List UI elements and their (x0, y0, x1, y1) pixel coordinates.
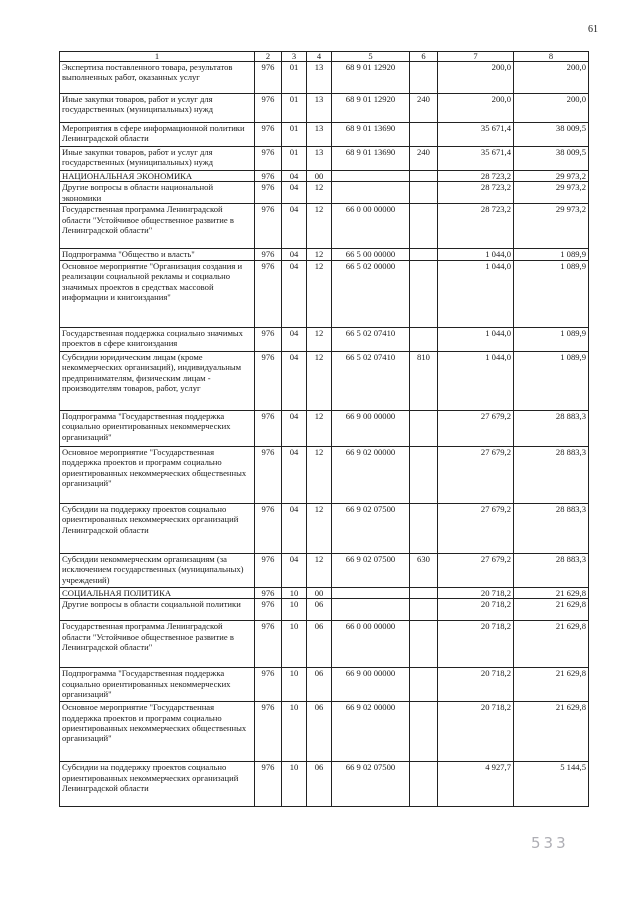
cell-sum-2: 1 089,9 (514, 327, 589, 351)
cell-name: Государственная программа Ленинградской области "Устойчивое общественное развитие в Ленинградской области" (60, 621, 255, 668)
cell-sum-2: 21 629,8 (514, 702, 589, 762)
table-row (60, 171, 589, 182)
cell-pr: 12 (307, 351, 332, 410)
cell-name: Иные закупки товаров, работ и услуг для государственных (муниципальных) нужд (60, 94, 255, 123)
cell-sum-2: 38 009,5 (514, 147, 589, 171)
cell-name: Другие вопросы в области национальной экономики (60, 182, 255, 204)
cell-sum-2: 21 629,8 (514, 587, 589, 598)
table-row (60, 182, 589, 204)
cell-vr (410, 410, 438, 446)
cell-pr: 00 (307, 171, 332, 182)
cell-name: Государственная поддержка социально значимых проектов в сфере книгоиздания (60, 327, 255, 351)
cell-sum-2: 200,0 (514, 94, 589, 123)
cell-name: Основное мероприятие "Организация создания и реализации социальной рекламы и социально значимых проектов в средствах массовой информации и книгоиздания" (60, 260, 255, 327)
cell-ved: 976 (255, 327, 282, 351)
column-header: 4 (307, 52, 332, 62)
cell-sum-2: 28 883,3 (514, 446, 589, 503)
table-row (60, 94, 589, 123)
cell-rz: 04 (282, 260, 307, 327)
table-row (60, 260, 589, 327)
cell-sum-2: 38 009,5 (514, 123, 589, 147)
cell-pr: 06 (307, 599, 332, 621)
cell-rz: 10 (282, 599, 307, 621)
cell-csr: 66 9 00 00000 (332, 410, 410, 446)
cell-rz: 10 (282, 621, 307, 668)
cell-csr: 66 0 00 00000 (332, 621, 410, 668)
cell-csr: 66 9 02 00000 (332, 446, 410, 503)
cell-ved: 976 (255, 94, 282, 123)
cell-ved: 976 (255, 182, 282, 204)
cell-ved: 976 (255, 599, 282, 621)
table-row (60, 410, 589, 446)
cell-vr (410, 62, 438, 94)
cell-vr (410, 702, 438, 762)
cell-sum-1: 35 671,4 (438, 147, 514, 171)
cell-rz: 04 (282, 249, 307, 260)
cell-sum-1: 35 671,4 (438, 123, 514, 147)
cell-csr (332, 587, 410, 598)
table-row (60, 553, 589, 587)
cell-pr: 12 (307, 410, 332, 446)
header-row (60, 52, 589, 62)
cell-ved: 976 (255, 553, 282, 587)
cell-pr: 12 (307, 260, 332, 327)
cell-csr: 66 0 00 00000 (332, 204, 410, 249)
cell-ved: 976 (255, 621, 282, 668)
table-row (60, 249, 589, 260)
cell-vr (410, 327, 438, 351)
cell-sum-1: 200,0 (438, 62, 514, 94)
cell-sum-2: 29 973,2 (514, 171, 589, 182)
cell-ved: 976 (255, 503, 282, 553)
cell-sum-1: 200,0 (438, 94, 514, 123)
cell-csr: 66 9 02 07500 (332, 762, 410, 807)
column-header: 6 (410, 52, 438, 62)
table-row (60, 587, 589, 598)
cell-ved: 976 (255, 260, 282, 327)
cell-name: Основное мероприятие "Государственная поддержка проектов и программ социально ориентированных некоммерческих общественных организаций" (60, 702, 255, 762)
cell-vr: 240 (410, 94, 438, 123)
cell-vr (410, 182, 438, 204)
cell-pr: 13 (307, 94, 332, 123)
cell-csr: 68 9 01 13690 (332, 147, 410, 171)
cell-pr: 06 (307, 668, 332, 702)
cell-sum-2: 29 973,2 (514, 204, 589, 249)
column-header: 5 (332, 52, 410, 62)
cell-sum-2: 21 629,8 (514, 599, 589, 621)
cell-ved: 976 (255, 762, 282, 807)
cell-sum-1: 20 718,2 (438, 587, 514, 598)
cell-rz: 10 (282, 702, 307, 762)
cell-sum-1: 20 718,2 (438, 668, 514, 702)
cell-csr: 66 9 02 07500 (332, 553, 410, 587)
cell-vr: 810 (410, 351, 438, 410)
cell-sum-1: 1 044,0 (438, 351, 514, 410)
cell-csr (332, 599, 410, 621)
cell-sum-1: 27 679,2 (438, 503, 514, 553)
cell-sum-1: 1 044,0 (438, 327, 514, 351)
cell-name: Субсидии некоммерческим организациям (за исключением государственных (муниципальных) учреждений) (60, 553, 255, 587)
cell-sum-2: 29 973,2 (514, 182, 589, 204)
cell-vr (410, 668, 438, 702)
cell-vr (410, 171, 438, 182)
cell-pr: 12 (307, 204, 332, 249)
cell-rz: 04 (282, 182, 307, 204)
cell-sum-2: 200,0 (514, 62, 589, 94)
cell-sum-2: 1 089,9 (514, 351, 589, 410)
cell-csr: 66 5 00 00000 (332, 249, 410, 260)
cell-sum-1: 1 044,0 (438, 249, 514, 260)
cell-name: Мероприятия в сфере информационной политики Ленинградской области (60, 123, 255, 147)
cell-sum-1: 20 718,2 (438, 599, 514, 621)
table-row (60, 123, 589, 147)
cell-rz: 04 (282, 503, 307, 553)
cell-rz: 04 (282, 204, 307, 249)
cell-sum-1: 1 044,0 (438, 260, 514, 327)
cell-rz: 04 (282, 327, 307, 351)
cell-rz: 04 (282, 553, 307, 587)
cell-vr (410, 249, 438, 260)
cell-name: Субсидии на поддержку проектов социально ориентированных некоммерческих организаций Ленинградской области (60, 762, 255, 807)
cell-rz: 10 (282, 587, 307, 598)
cell-pr: 13 (307, 147, 332, 171)
column-header: 2 (255, 52, 282, 62)
cell-vr (410, 123, 438, 147)
budget-table (59, 51, 589, 807)
cell-sum-1: 28 723,2 (438, 204, 514, 249)
column-header: 8 (514, 52, 589, 62)
cell-rz: 04 (282, 171, 307, 182)
page-stamp: 533 (531, 834, 569, 852)
table-row (60, 62, 589, 94)
cell-rz: 04 (282, 446, 307, 503)
cell-sum-2: 5 144,5 (514, 762, 589, 807)
cell-ved: 976 (255, 249, 282, 260)
cell-pr: 06 (307, 762, 332, 807)
cell-name: Государственная программа Ленинградской области "Устойчивое общественное развитие в Ленинградской области" (60, 204, 255, 249)
cell-csr: 66 5 02 07410 (332, 351, 410, 410)
cell-name: Экспертиза поставленного товара, результатов выполненных работ, оказанных услуг (60, 62, 255, 94)
cell-sum-2: 1 089,9 (514, 249, 589, 260)
cell-csr: 66 9 02 07500 (332, 503, 410, 553)
cell-name: Другие вопросы в области социальной политики (60, 599, 255, 621)
cell-name: СОЦИАЛЬНАЯ ПОЛИТИКА (60, 587, 255, 598)
cell-sum-2: 21 629,8 (514, 668, 589, 702)
cell-vr (410, 260, 438, 327)
table-row (60, 621, 589, 668)
table-row (60, 668, 589, 702)
cell-pr: 12 (307, 503, 332, 553)
cell-csr (332, 182, 410, 204)
cell-ved: 976 (255, 410, 282, 446)
cell-vr (410, 762, 438, 807)
cell-rz: 01 (282, 123, 307, 147)
cell-vr (410, 446, 438, 503)
cell-sum-1: 27 679,2 (438, 446, 514, 503)
cell-vr: 630 (410, 553, 438, 587)
cell-csr: 68 9 01 13690 (332, 123, 410, 147)
cell-ved: 976 (255, 62, 282, 94)
table-row (60, 599, 589, 621)
table-row (60, 503, 589, 553)
column-header: 3 (282, 52, 307, 62)
cell-name: Субсидии на поддержку проектов социально ориентированных некоммерческих организаций Ленинградской области (60, 503, 255, 553)
cell-csr: 68 9 01 12920 (332, 62, 410, 94)
cell-sum-1: 27 679,2 (438, 410, 514, 446)
cell-name: Субсидии юридическим лицам (кроме некоммерческих организаций), индивидуальным предпринимателям, физическим лицам - производителям товаров, работ, услуг (60, 351, 255, 410)
cell-sum-1: 27 679,2 (438, 553, 514, 587)
cell-sum-2: 28 883,3 (514, 410, 589, 446)
cell-pr: 00 (307, 587, 332, 598)
cell-pr: 13 (307, 123, 332, 147)
cell-pr: 12 (307, 553, 332, 587)
cell-pr: 12 (307, 446, 332, 503)
cell-sum-1: 20 718,2 (438, 621, 514, 668)
cell-name: Подпрограмма "Государственная поддержка социально ориентированных некоммерческих организаций" (60, 668, 255, 702)
table-row (60, 327, 589, 351)
cell-ved: 976 (255, 171, 282, 182)
cell-rz: 04 (282, 410, 307, 446)
cell-name: НАЦИОНАЛЬНАЯ ЭКОНОМИКА (60, 171, 255, 182)
cell-ved: 976 (255, 587, 282, 598)
column-header: 7 (438, 52, 514, 62)
cell-pr: 12 (307, 327, 332, 351)
cell-ved: 976 (255, 446, 282, 503)
column-header: 1 (60, 52, 255, 62)
cell-pr: 13 (307, 62, 332, 94)
cell-rz: 04 (282, 351, 307, 410)
cell-rz: 01 (282, 147, 307, 171)
cell-csr: 66 9 00 00000 (332, 668, 410, 702)
table-row (60, 147, 589, 171)
cell-sum-2: 21 629,8 (514, 621, 589, 668)
cell-vr (410, 503, 438, 553)
cell-name: Иные закупки товаров, работ и услуг для государственных (муниципальных) нужд (60, 147, 255, 171)
cell-rz: 01 (282, 62, 307, 94)
cell-csr (332, 171, 410, 182)
cell-pr: 12 (307, 182, 332, 204)
cell-ved: 976 (255, 123, 282, 147)
cell-sum-1: 4 927,7 (438, 762, 514, 807)
cell-rz: 10 (282, 668, 307, 702)
cell-sum-2: 1 089,9 (514, 260, 589, 327)
cell-csr: 68 9 01 12920 (332, 94, 410, 123)
cell-pr: 12 (307, 249, 332, 260)
cell-csr: 66 9 02 00000 (332, 702, 410, 762)
cell-ved: 976 (255, 668, 282, 702)
cell-vr (410, 599, 438, 621)
table-row (60, 762, 589, 807)
cell-ved: 976 (255, 147, 282, 171)
cell-csr: 66 5 02 07410 (332, 327, 410, 351)
cell-sum-1: 28 723,2 (438, 171, 514, 182)
cell-sum-1: 20 718,2 (438, 702, 514, 762)
cell-name: Подпрограмма "Общество и власть" (60, 249, 255, 260)
cell-ved: 976 (255, 702, 282, 762)
table-row (60, 702, 589, 762)
cell-sum-1: 28 723,2 (438, 182, 514, 204)
page-number: 61 (588, 24, 598, 35)
cell-name: Основное мероприятие "Государственная поддержка проектов и программ социально ориентированных некоммерческих общественных организаций" (60, 446, 255, 503)
cell-sum-2: 28 883,3 (514, 503, 589, 553)
cell-csr: 66 5 02 00000 (332, 260, 410, 327)
cell-vr (410, 204, 438, 249)
cell-vr: 240 (410, 147, 438, 171)
cell-pr: 06 (307, 702, 332, 762)
cell-rz: 01 (282, 94, 307, 123)
cell-sum-2: 28 883,3 (514, 553, 589, 587)
table-row (60, 204, 589, 249)
table-row (60, 351, 589, 410)
cell-rz: 10 (282, 762, 307, 807)
cell-vr (410, 587, 438, 598)
cell-name: Подпрограмма "Государственная поддержка социально ориентированных некоммерческих организаций" (60, 410, 255, 446)
cell-ved: 976 (255, 351, 282, 410)
cell-pr: 06 (307, 621, 332, 668)
table-row (60, 446, 589, 503)
cell-vr (410, 621, 438, 668)
cell-ved: 976 (255, 204, 282, 249)
